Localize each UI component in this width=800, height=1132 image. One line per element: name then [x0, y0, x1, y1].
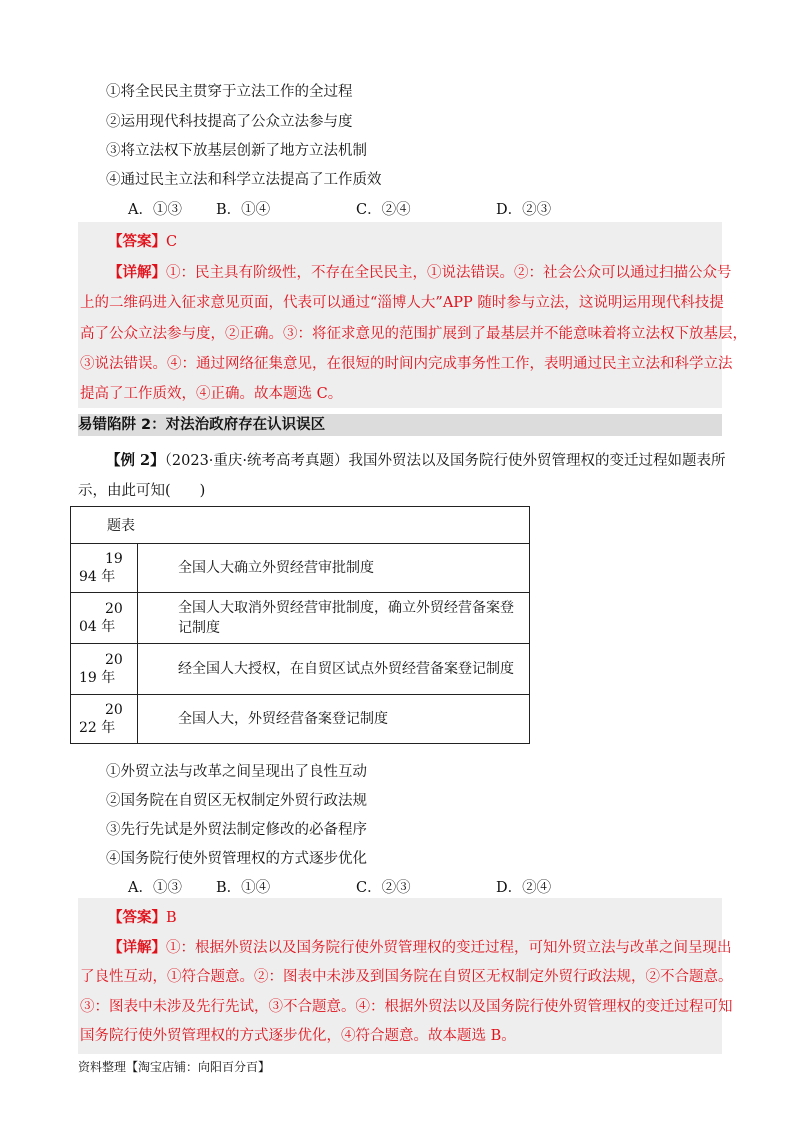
q2-detail-line-3: ③：图表中未涉及先行先试，③不合题意。④：根据外贸法以及国务院行使外贸管理权的变迁过程可知	[80, 999, 733, 1015]
q2-detail-line-4: 国务院行使外贸管理权的方式逐步优化，④符合题意。故本题选 B。	[80, 1028, 516, 1044]
q2-answer-box	[78, 898, 733, 1054]
q2-stem-line-2: 示，由此可知( )	[78, 483, 206, 499]
q2-statement-4: ④国务院行使外贸管理权的方式逐步优化	[106, 851, 367, 867]
q1-detail-label: 【详解】	[108, 264, 166, 281]
q2-choice-d: D．②④	[496, 880, 552, 896]
q2-stem-line-1	[106, 449, 726, 470]
q2-statement-3: ③先行先试是外贸法制定修改的必备程序	[106, 822, 367, 838]
q2-choice-b: B．①④	[216, 880, 271, 896]
table-header: 题表	[71, 507, 530, 544]
section-title: 易错陷阱 2：对法治政府存在认识误区	[78, 414, 722, 436]
q2-detail-label: 【详解】	[108, 939, 166, 956]
year-bottom: 19 年	[79, 670, 116, 686]
q2-answer	[108, 906, 177, 927]
table-year	[71, 695, 138, 744]
table-year	[71, 544, 138, 593]
q2-stem-text: （2023·重庆·统考高考真题）我国外贸法以及国务院行使外贸管理权的变迁过程如题表所	[164, 453, 726, 469]
q1-answer-box	[78, 222, 747, 408]
q2-table	[70, 506, 530, 744]
year-top: 20	[105, 652, 123, 668]
q2-statement-1: ①外贸立法与改革之间呈现出了良性互动	[106, 764, 367, 780]
q1-answer-label: 【答案】	[108, 233, 166, 250]
table-year	[71, 644, 138, 695]
table-row	[71, 544, 530, 593]
q1-detail-text-1: ①：民主具有阶级性，不存在全民民主，①说法错误。②：社会公众可以通过扫描公众号	[166, 265, 732, 281]
q2-choice-a: A．①③	[128, 880, 182, 896]
q1-choice-c: C．②④	[356, 202, 411, 218]
year-top: 19	[105, 551, 123, 567]
table-header-row	[71, 507, 530, 544]
table-row	[71, 695, 530, 744]
q2-detail-line-2: 了良性互动，①符合题意。②：图表中未涉及到国务院在自贸区无权制定外贸行政法规，②不合题意。	[80, 969, 733, 985]
q1-statement-4: ④通过民主立法和科学立法提高了工作质效	[106, 172, 382, 188]
table-desc: 经全国人大授权，在自贸区试点外贸经营备案登记制度	[138, 644, 530, 695]
table-row	[71, 644, 530, 695]
q1-statement-2: ②运用现代科技提高了公众立法参与度	[106, 114, 353, 130]
q1-answer-value: C	[166, 234, 178, 250]
q1-statement-3: ③将立法权下放基层创新了地方立法机制	[106, 143, 367, 159]
q1-choice-a: A．①③	[128, 202, 182, 218]
q1-detail-line-3: 高了公众立法参与度，②正确。③：将征求意见的范围扩展到了最基层并不能意味着将立法权下放基层，	[80, 326, 747, 342]
footer-note: 资料整理【淘宝店铺：向阳百分百】	[78, 1060, 271, 1074]
q2-example-label: 【例 2】	[106, 452, 165, 469]
year-bottom: 94 年	[79, 569, 116, 585]
table-year	[71, 593, 138, 644]
q1-choice-b: B．①④	[216, 202, 271, 218]
year-top: 20	[105, 702, 123, 718]
table-row	[71, 593, 530, 644]
q1-statement-1: ①将全民民主贯穿于立法工作的全过程	[106, 84, 353, 100]
table-desc: 全国人大取消外贸经营审批制度，确立外贸经营备案登记制度	[138, 593, 530, 644]
table-desc: 全国人大，外贸经营备案登记制度	[138, 695, 530, 744]
q1-detail-line-1	[108, 261, 732, 282]
q2-detail-line-1	[108, 936, 732, 957]
q1-detail-line-4: ③说法错误。④：通过网络征集意见，在很短的时间内完成事务性工作，表明通过民主立法和科学立法	[80, 356, 733, 372]
year-top: 20	[105, 601, 123, 617]
q2-answer-value: B	[166, 910, 177, 926]
q1-choice-d: D．②③	[496, 202, 552, 218]
q1-detail-line-5: 提高了工作质效，④正确。故本题选 C。	[80, 386, 343, 402]
year-bottom: 22 年	[79, 720, 116, 736]
q1-answer	[108, 230, 177, 251]
year-bottom: 04 年	[79, 619, 116, 635]
q2-answer-label: 【答案】	[108, 909, 166, 926]
q2-statement-2: ②国务院在自贸区无权制定外贸行政法规	[106, 793, 367, 809]
q2-detail-text-1: ①：根据外贸法以及国务院行使外贸管理权的变迁过程，可知外贸立法与改革之间呈现出	[166, 940, 732, 956]
q1-detail-line-2: 上的二维码进入征求意见页面，代表可以通过“淄博人大”APP 随时参与立法，这说明运用现代科技提	[80, 295, 724, 311]
q2-choice-c: C．②③	[356, 880, 411, 896]
table-desc: 全国人大确立外贸经营审批制度	[138, 544, 530, 593]
